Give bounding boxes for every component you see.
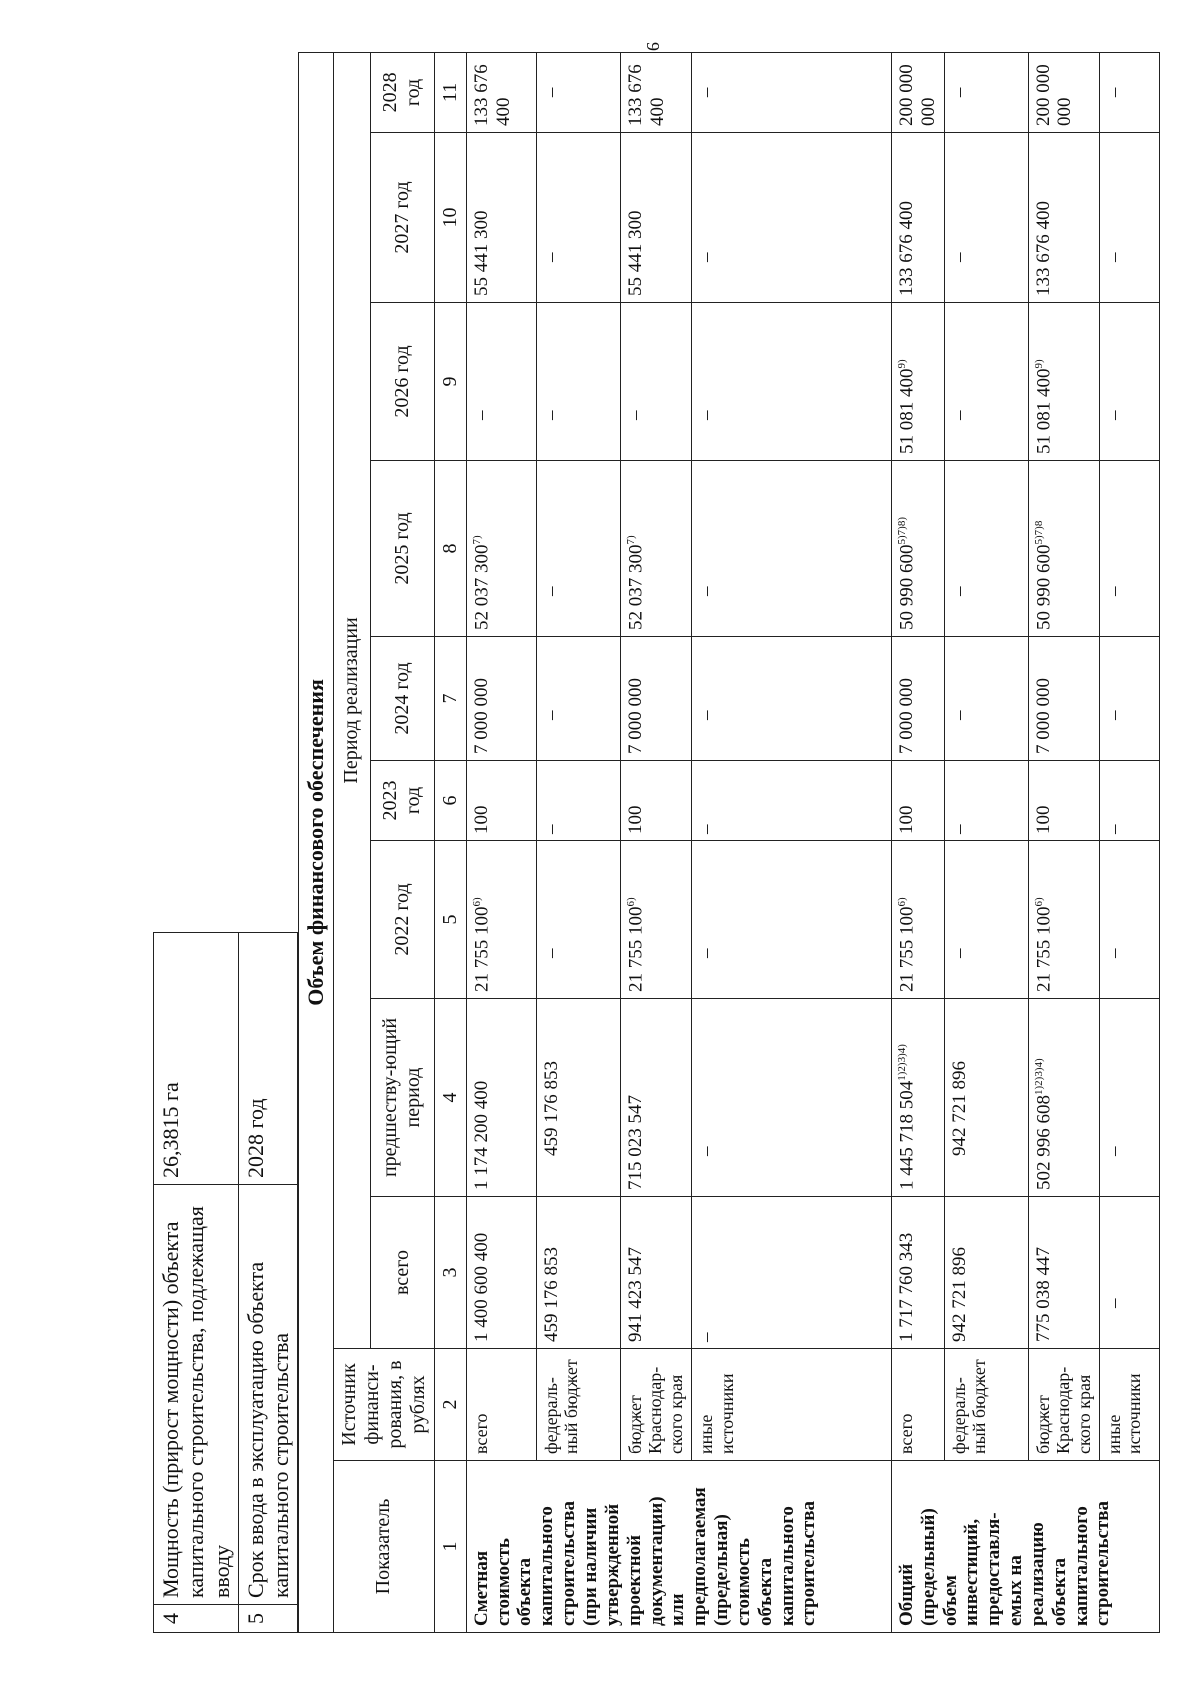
value-2025-number: 50 990 600 [1032, 544, 1054, 630]
footnote-ref: 6) [624, 897, 637, 907]
value-2026: – [536, 303, 620, 461]
value-2023: 100 [1028, 761, 1099, 841]
value-2027: 55 441 300 [466, 133, 536, 303]
value-prev: 942 721 896 [944, 999, 1028, 1197]
value-2022 [466, 841, 536, 999]
value-2027: 133 676 400 [1028, 133, 1099, 303]
header-source: Источник финанси-рования, в рублях [333, 1349, 434, 1461]
header-year: 2025 год [370, 461, 434, 637]
value-2026: – [944, 303, 1028, 461]
value-prev [1028, 999, 1099, 1197]
table-title: Объем финансового обеспечения [299, 52, 333, 1632]
header-year: 2023 год [370, 761, 434, 841]
source-cell: федераль-ный бюджет [944, 1349, 1028, 1461]
value-2027: – [944, 133, 1028, 303]
value-2024: 7 000 000 [1028, 637, 1099, 761]
footnote-ref: 6) [470, 897, 483, 907]
footnote-ref: 6) [1032, 897, 1045, 907]
value-2025: – [944, 461, 1028, 637]
value-2024: 7 000 000 [620, 637, 691, 761]
table-row [691, 52, 891, 1632]
value-2025 [1028, 461, 1099, 637]
value-2027: – [536, 133, 620, 303]
column-index: 9 [434, 303, 466, 461]
footnote-ref: 1)2)3)4) [1032, 1058, 1045, 1095]
value-total: 1 717 760 343 [891, 1197, 944, 1349]
column-index: 5 [434, 841, 466, 999]
info-row-label: Срок ввода в эксплуатацию объекта капитального строительства [238, 1185, 298, 1605]
index-row [434, 52, 466, 1632]
info-table [153, 932, 298, 1633]
value-2022: – [944, 841, 1028, 999]
value-2022: – [691, 841, 891, 999]
value-2023: – [944, 761, 1028, 841]
info-row-number: 5 [238, 1605, 298, 1633]
column-index: 3 [434, 1197, 466, 1349]
value-prev: 715 023 547 [620, 999, 691, 1197]
value-2022 [1028, 841, 1099, 999]
value-2024: 7 000 000 [891, 637, 944, 761]
value-2026-number: 51 081 400 [1032, 368, 1054, 454]
indicator-estimated-cost: Сметная стоимость объекта капитального строительства (при наличии утвержденной проектной документации) или предполагаемая (предельная) стоимость объекта капитального строительства [466, 1461, 891, 1633]
value-2028: 200 000 000 [891, 52, 944, 132]
header-indicator: Показатель [333, 1461, 434, 1633]
value-2025: – [536, 461, 620, 637]
value-2025-number: 50 990 600 [896, 544, 918, 630]
value-2023: 100 [891, 761, 944, 841]
value-2026: – [620, 303, 691, 461]
value-2023: – [691, 761, 891, 841]
value-total: 1 400 600 400 [466, 1197, 536, 1349]
value-total: – [691, 1197, 891, 1349]
value-2027: – [691, 133, 891, 303]
header-year: 2024 год [370, 637, 434, 761]
value-total: 459 176 853 [536, 1197, 620, 1349]
info-row-value: 26,3815 га [154, 933, 239, 1185]
table-row [620, 52, 691, 1632]
source-cell: бюджет Краснодар-ского края [620, 1349, 691, 1461]
value-2025-number: 52 037 300 [471, 544, 493, 630]
table-row [1028, 52, 1099, 1632]
value-2025: – [1099, 461, 1159, 637]
header-total: всего [370, 1197, 434, 1349]
info-row-value: 2028 год [238, 933, 298, 1185]
table-row [891, 52, 944, 1632]
info-row-label: Мощность (прирост мощности) объекта капитального строительства, подлежащая вводу [154, 1185, 239, 1605]
page-number: 9 [643, 42, 663, 51]
value-total: – [1099, 1197, 1159, 1349]
footnote-ref: 9) [895, 359, 908, 369]
value-total: 941 423 547 [620, 1197, 691, 1349]
value-total: 942 721 896 [944, 1197, 1028, 1349]
value-2028: 200 000 000 [1028, 52, 1099, 132]
value-total: 775 038 447 [1028, 1197, 1099, 1349]
table-row [1099, 52, 1159, 1632]
value-2022: – [1099, 841, 1159, 999]
value-2022: – [536, 841, 620, 999]
column-index: 8 [434, 461, 466, 637]
value-2027: 133 676 400 [891, 133, 944, 303]
value-prev: 459 176 853 [536, 999, 620, 1197]
value-2022 [891, 841, 944, 999]
value-prev-number: 1 445 718 504 [896, 1080, 918, 1190]
value-2025 [466, 461, 536, 637]
table-row [944, 52, 1028, 1632]
value-2024: – [691, 637, 891, 761]
info-row-number: 4 [154, 1605, 239, 1633]
value-2025 [620, 461, 691, 637]
value-2024: – [944, 637, 1028, 761]
source-cell: иные источники [1099, 1349, 1159, 1461]
info-row-capacity [154, 933, 239, 1633]
value-2028: 133 676 400 [466, 52, 536, 132]
table-row [466, 52, 536, 1632]
value-2028: – [944, 52, 1028, 132]
header-year: 2028 год [370, 52, 434, 132]
value-2024: – [1099, 637, 1159, 761]
value-prev: – [691, 999, 891, 1197]
header-year: 2027 год [370, 133, 434, 303]
footnote-ref: 7) [470, 535, 483, 545]
value-2027: 55 441 300 [620, 133, 691, 303]
value-2025: – [691, 461, 891, 637]
header-row-1 [333, 52, 370, 1632]
header-period: Период реализации [333, 52, 370, 1348]
column-index: 4 [434, 999, 466, 1197]
source-cell: всего [891, 1349, 944, 1461]
column-index: 11 [434, 52, 466, 132]
column-index: 1 [434, 1461, 466, 1633]
value-2026 [891, 303, 944, 461]
value-2023: 100 [466, 761, 536, 841]
header-year: 2022 год [370, 841, 434, 999]
value-2028: – [536, 52, 620, 132]
value-2025-number: 52 037 300 [625, 544, 647, 630]
value-2022-number: 21 755 100 [896, 906, 918, 992]
header-year: 2026 год [370, 303, 434, 461]
financing-table [298, 52, 1159, 1633]
value-2028: – [1099, 52, 1159, 132]
table-title-row [299, 52, 333, 1632]
footnote-ref: 5)7)8 [1032, 520, 1045, 545]
footnote-ref: 1)2)3)4) [895, 1044, 908, 1081]
value-2022 [620, 841, 691, 999]
rotated-document [153, 53, 1190, 1633]
value-2026: – [466, 303, 536, 461]
footnote-ref: 6) [895, 897, 908, 907]
source-cell: всего [466, 1349, 536, 1461]
value-2024: 7 000 000 [466, 637, 536, 761]
value-2023: 100 [620, 761, 691, 841]
value-2022-number: 21 755 100 [625, 906, 647, 992]
value-2023: – [1099, 761, 1159, 841]
column-index: 7 [434, 637, 466, 761]
value-2022-number: 21 755 100 [471, 906, 493, 992]
value-2026: – [691, 303, 891, 461]
footnote-ref: 7) [624, 535, 637, 545]
source-cell: федераль-ный бюджет [536, 1349, 620, 1461]
value-2024: – [536, 637, 620, 761]
value-2026-number: 51 081 400 [896, 368, 918, 454]
value-2025 [891, 461, 944, 637]
value-2023: – [536, 761, 620, 841]
footnote-ref: 9) [1032, 359, 1045, 369]
value-2022-number: 21 755 100 [1032, 906, 1054, 992]
indicator-total-investment: Общий (предельный) объем инвестиций, предоставля-емых на реализацию объекта капитального строительства [891, 1461, 1159, 1633]
value-2026: – [1099, 303, 1159, 461]
column-index: 10 [434, 133, 466, 303]
value-2028: 133 676 400 [620, 52, 691, 132]
source-cell: бюджет Краснодар-ского края [1028, 1349, 1099, 1461]
header-prev: предшеству-ющий период [370, 999, 434, 1197]
column-index: 2 [434, 1349, 466, 1461]
value-prev [891, 999, 944, 1197]
value-prev: – [1099, 999, 1159, 1197]
table-row [536, 52, 620, 1632]
info-row-commissioning [238, 933, 298, 1633]
source-cell: иные источники [691, 1349, 891, 1461]
value-2026 [1028, 303, 1099, 461]
column-index: 6 [434, 761, 466, 841]
value-2027: – [1099, 133, 1159, 303]
value-prev: 1 174 200 400 [466, 999, 536, 1197]
value-prev-number: 502 996 608 [1032, 1095, 1054, 1190]
footnote-ref: 5)7)8) [895, 517, 908, 545]
value-2028: – [691, 52, 891, 132]
